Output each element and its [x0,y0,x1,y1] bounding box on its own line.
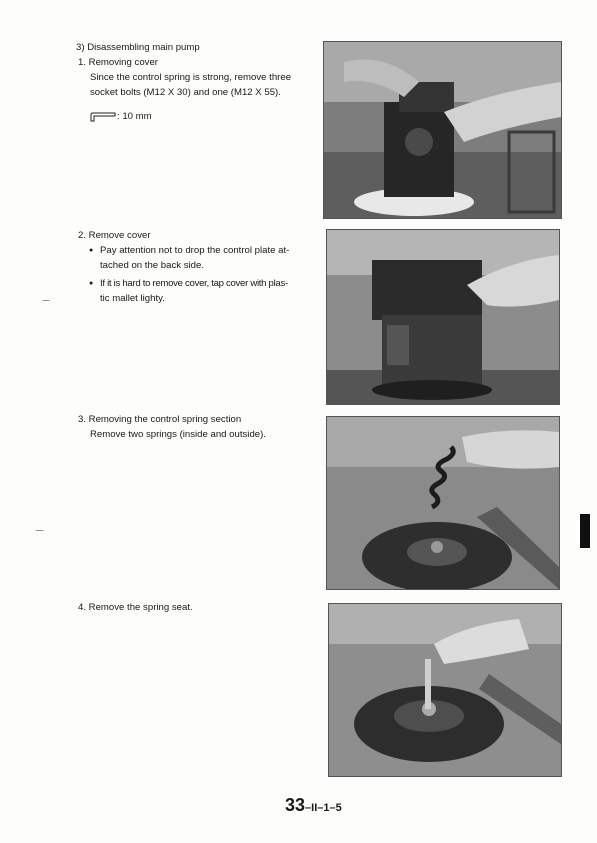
page-number-main: 33 [285,795,306,815]
step-2-bullet-1 [89,244,290,273]
bullet-1-line-1: Pay attention not to drop the control plate at- [100,245,290,256]
scan-speck [42,300,50,301]
photo-remove-cover [326,229,560,405]
step-1-line-2: socket bolts (M12 X 30) and one (M12 X 55). [90,87,281,98]
bullet-2-line-2: tic mallet lighty. [100,292,165,304]
step-3-heading: 3. Removing the control spring section [78,414,242,425]
bullet-dot: ● [89,247,94,254]
step-4-heading: 4. Remove the spring seat. [78,602,193,613]
bullet-1-line-2: tached on the back side. [100,259,205,271]
step-3-line-1: Remove two springs (inside and outside). [90,429,266,440]
photo-removing-control-spring [326,416,560,590]
scan-speck [35,530,44,531]
step-2-bullet-2 [89,277,288,306]
tool-size: : 10 mm [117,111,152,122]
photo-remove-spring-seat [328,603,562,777]
page-number [285,795,342,816]
step-1-heading: 1. Removing cover [78,57,158,68]
section-tab-marker [580,514,590,548]
photo-removing-cover [323,41,562,219]
bullet-2-line-1: If it is hard to remove cover, tap cover with plas- [100,278,288,289]
hex-wrench-icon [90,112,116,122]
bullet-dot: ● [89,280,94,287]
section-title: 3) Disassembling main pump [76,42,200,53]
page-number-suffix: –II–1–5 [305,802,342,814]
step-2-heading: 2. Remove cover [78,230,151,241]
step-1-line-1: Since the control spring is strong, remove three [90,72,292,83]
